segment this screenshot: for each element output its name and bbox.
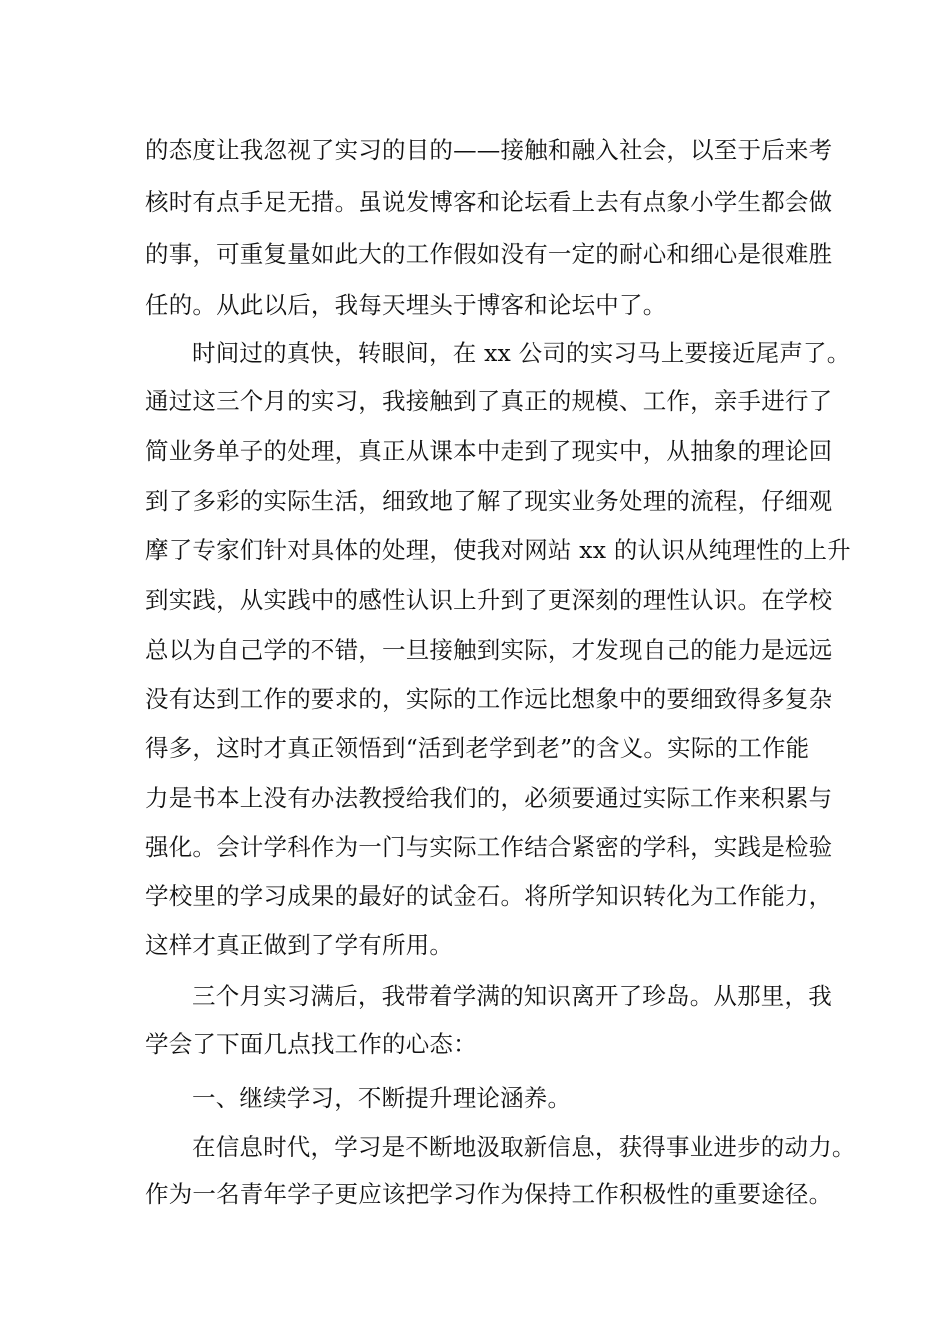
text-line: 强化。会计学科作为一门与实际工作结合紧密的学科，实践是检验 <box>145 833 833 861</box>
paragraph-start-line: 在信息时代，学习是不断地汲取新信息，获得事业进步的动力。 <box>192 1133 856 1161</box>
text-line: 任的。从此以后，我每天埋头于博客和论坛中了。 <box>145 291 667 319</box>
paragraph-start-line: 时间过的真快，转眼间，在 xx 公司的实习马上要接近尾声了。 <box>192 339 851 367</box>
text-line: 这样才真正做到了学有所用。 <box>145 931 454 959</box>
paragraph-start-line: 三个月实习满后，我带着学满的知识离开了珍岛。从那里，我 <box>192 982 832 1010</box>
text-line: 到了多彩的实际生活，细致地了解了现实业务处理的流程，仔细观 <box>145 487 833 515</box>
text-line: 到实践，从实践中的感性认识上升到了更深刻的理性认识。在学校 <box>145 586 833 614</box>
text-line: 总以为自己学的不错，一旦接触到实际，才发现自己的能力是远远 <box>145 636 833 664</box>
text-line: 的态度让我忽视了实习的目的——接触和融入社会，以至于后来考 <box>145 136 833 164</box>
section-heading: 一、继续学习，不断提升理论涵养。 <box>192 1084 572 1112</box>
text-line: 的事，可重复量如此大的工作假如没有一定的耐心和细心是很难胜 <box>145 240 833 268</box>
text-line: 摩了专家们针对具体的处理，使我对网站 xx 的认识从纯理性的上升 <box>145 536 851 564</box>
text-line: 简业务单子的处理，真正从课本中走到了现实中，从抽象的理论回 <box>145 437 833 465</box>
text-line: 核时有点手足无措。虽说发博客和论坛看上去有点象小学生都会做 <box>145 188 833 216</box>
text-line: 通过这三个月的实习，我接触到了真正的规模、工作，亲手进行了 <box>145 387 833 415</box>
text-line: 没有达到工作的要求的，实际的工作远比想象中的要细致得多复杂 <box>145 685 833 713</box>
text-line: 得多，这时才真正领悟到“活到老学到老”的含义。实际的工作能 <box>145 734 810 762</box>
text-line: 学会了下面几点找工作的心态： <box>145 1030 477 1058</box>
text-line: 学校里的学习成果的最好的试金石。将所学知识转化为工作能力， <box>145 882 833 910</box>
text-line: 作为一名青年学子更应该把学习作为保持工作积极性的重要途径。 <box>145 1180 833 1208</box>
text-line: 力是书本上没有办法教授给我们的，必须要通过实际工作来积累与 <box>145 784 833 812</box>
